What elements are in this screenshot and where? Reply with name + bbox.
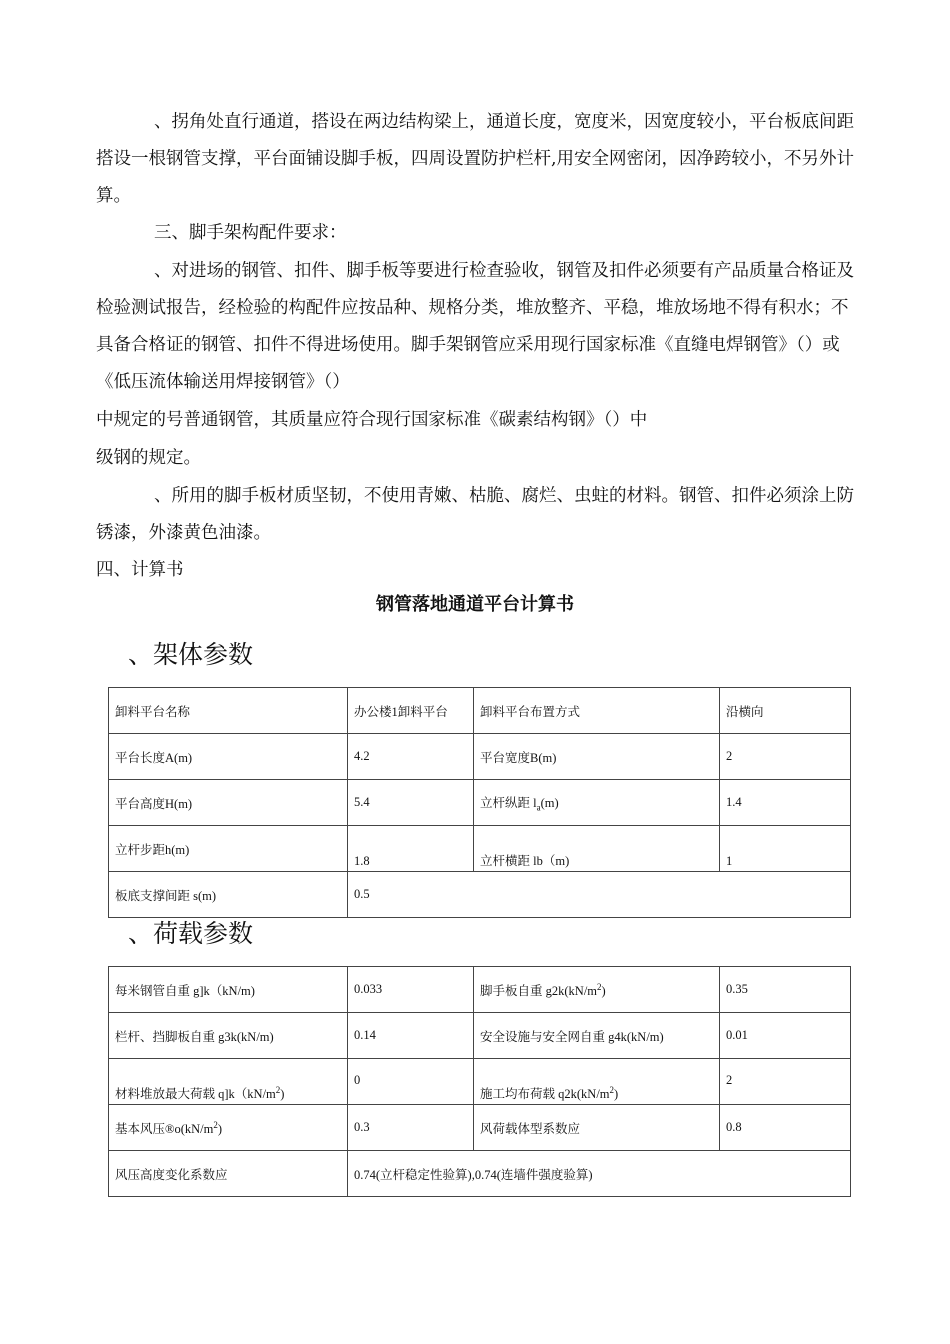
table-cell-value: 0.8 xyxy=(720,1105,851,1151)
heading-section-four: 四、计算书 xyxy=(96,560,184,580)
label-superscript: 2 xyxy=(597,981,602,992)
label-text: ) xyxy=(601,983,606,998)
table-cell-value: 4.2 xyxy=(348,734,474,780)
section-heading-load-params: 、荷载参数 xyxy=(128,919,254,948)
table-cell-value: 2 xyxy=(720,734,851,780)
label-text: ) xyxy=(614,1087,619,1101)
table-cell-label: 板底支撑间距 s(m) xyxy=(109,872,348,918)
table-cell-value: 1.8 xyxy=(348,826,474,872)
table-row xyxy=(109,688,851,734)
paragraph-scaffold-board: 、所用的脚手板材质坚韧，不使用青嫩、枯脆、腐烂、虫蛀的材料。钢管、扣件必须涂上防锈漆，外漆黄色油漆。 xyxy=(96,486,854,543)
table-cell-label xyxy=(474,780,720,826)
label-superscript: 2 xyxy=(609,1084,615,1095)
paragraph-component-inspection: 、对进场的钢管、扣件、脚手板等要进行检查验收，钢管及扣件必须要有产品质量合格证及检验测试报告，经检验的构配件应按品种、规格分类，堆放整齐、平稳，堆放场地不得有积水；不具备合格证的钢管、扣件不得进场使用。脚手架钢管应采用现行国家标准《直缝电焊钢管》（）或《低压流体输送用焊接钢管》（） xyxy=(96,261,854,392)
table-cell-value: 1 xyxy=(720,826,851,872)
table-cell-label xyxy=(109,1105,348,1151)
frame-params-table xyxy=(108,687,851,918)
label-text: 脚手板自重 g2k(kN/m xyxy=(480,983,598,998)
heading-section-three: 三、脚手架构配件要求： xyxy=(154,223,347,243)
table-cell-value: 0.35 xyxy=(720,967,851,1013)
table-row xyxy=(109,826,851,872)
label-text: 材料堆放最大荷载 q]k（kN/m xyxy=(115,1087,276,1101)
table-cell-label: 立杆横距 lb（m) xyxy=(474,826,720,872)
label-superscript: 2 xyxy=(275,1084,281,1095)
document-title: 钢管落地通道平台计算书 xyxy=(376,594,574,615)
table-cell-label xyxy=(109,1059,348,1105)
table-cell-value: 0.5 xyxy=(348,872,851,918)
load-params-table xyxy=(108,966,851,1197)
table-cell-value: 办公楼1卸料平台 xyxy=(348,688,474,734)
table-cell-value: 1.4 xyxy=(720,780,851,826)
table-row xyxy=(109,872,851,918)
table-cell-label: 立杆步距h(m) xyxy=(109,826,348,872)
paragraph-steel-grade: 中规定的号普通钢管，其质量应符合现行国家标准《碳素结构钢》（）中 xyxy=(96,410,648,430)
table-cell-label: 卸料平台名称 xyxy=(109,688,348,734)
table-cell-label: 风压高度变化系数应 xyxy=(109,1151,348,1197)
table-cell-value: 2 xyxy=(720,1059,851,1105)
table-cell-label: 卸料平台布置方式 xyxy=(474,688,720,734)
label-text: (m) xyxy=(540,795,559,810)
table-cell-value: 沿横向 xyxy=(720,688,851,734)
table-cell-value: 0.033 xyxy=(348,967,474,1013)
table-row xyxy=(109,1013,851,1059)
table-row xyxy=(109,967,851,1013)
table-row xyxy=(109,1105,851,1151)
table-cell-label: 平台宽度B(m) xyxy=(474,734,720,780)
label-subscript: a xyxy=(536,802,541,813)
table-cell-value: 5.4 xyxy=(348,780,474,826)
table-cell-value: 0 xyxy=(348,1059,474,1105)
table-cell-value: 0.14 xyxy=(348,1013,474,1059)
table-row xyxy=(109,1151,851,1197)
table-cell-label xyxy=(474,1059,720,1105)
table-cell-value: 0.74(立杆稳定性验算),0.74(连墙件强度验算) xyxy=(348,1151,851,1197)
table-row xyxy=(109,780,851,826)
table-cell-value: 0.01 xyxy=(720,1013,851,1059)
paragraph-passage-corner: 、拐角处直行通道，搭设在两边结构梁上，通道长度，宽度米，因宽度较小，平台板底间距搭设一根钢管支撑，平台面铺设脚手板，四周设置防护栏杆,用安全网密闭，因净跨较小，不另外计算。 xyxy=(96,112,855,206)
table-cell-label: 平台高度H(m) xyxy=(109,780,348,826)
label-superscript: 2 xyxy=(213,1119,218,1130)
table-cell-value: 0.3 xyxy=(348,1105,474,1151)
section-heading-frame-params: 、架体参数 xyxy=(128,640,254,669)
label-text: ) xyxy=(280,1087,285,1101)
label-text: 基本风压®o(kN/m xyxy=(115,1121,214,1136)
paragraph-steel-regulation: 级钢的规定。 xyxy=(96,448,201,468)
table-row xyxy=(109,1059,851,1105)
table-cell-label: 栏杆、挡脚板自重 g3k(kN/m) xyxy=(109,1013,348,1059)
table-cell-label: 风荷载体型系数应 xyxy=(474,1105,720,1151)
table-row xyxy=(109,734,851,780)
label-text: ) xyxy=(217,1121,223,1136)
table-cell-label xyxy=(474,967,720,1013)
label-text: 立杆纵距 l xyxy=(480,795,537,810)
table-cell-label: 平台长度A(m) xyxy=(109,734,348,780)
table-cell-label: 每米钢管自重 g]k（kN/m) xyxy=(109,967,348,1013)
table-cell-label: 安全设施与安全网自重 g4k(kN/m) xyxy=(474,1013,720,1059)
label-text: 施工均布荷载 q2k(kN/m xyxy=(480,1087,610,1101)
